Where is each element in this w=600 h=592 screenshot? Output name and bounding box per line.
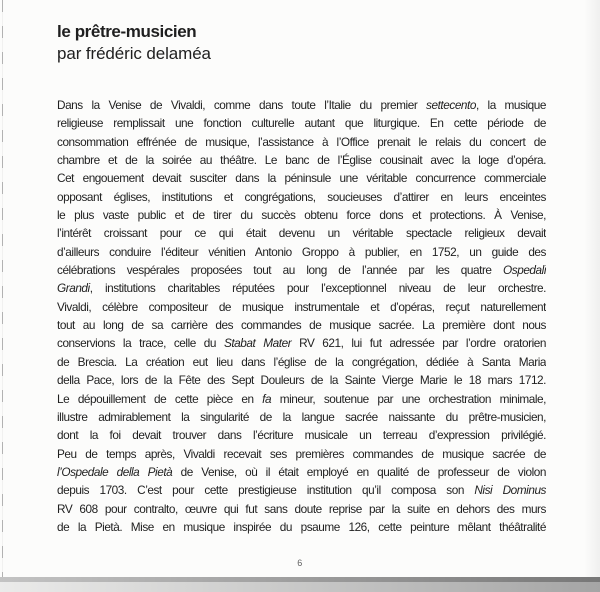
text-line: Le dépouillement de cette pièce en fa mineur, soutenue par une orchestration minimale, xyxy=(57,391,546,406)
text-line: tout au long de sa carrière des commandes de musique sacrée. La première dont nous xyxy=(57,318,546,333)
text-line: Peu de temps après, Vivaldi recevait ses premières commandes de musique sacrée de xyxy=(57,446,546,461)
text-line: depuis 1703. C’est pour cette prestigieuse institution qu’il composa son Nisi Dominus xyxy=(57,483,546,498)
text-line: dont la foi devait trouver dans l’écriture musicale un terreau d’expression privilégié. xyxy=(57,428,546,443)
text-line: Grandi, institutions charitables réputées pour l’exceptionnel niveau de leur orchestre. xyxy=(57,281,546,296)
text-line: l’intérêt croissant pour ce qui était devenu un véritable spectacle religieux devait xyxy=(57,226,546,241)
page-subtitle: par frédéric delaméa xyxy=(57,44,211,63)
text-line: religieuse remplissait une fonction culturelle autant que liturgique. En cette période de xyxy=(57,116,546,131)
text-line: le plus vaste public et de tirer du succès obtenu force dons et protections. À Venise, xyxy=(57,208,546,223)
text-line: illustre admirablement la singularité de la langue sacrée naissante du prêtre-musicien, xyxy=(57,409,546,424)
page-number: 6 xyxy=(297,558,303,568)
text-line: de Brescia. La création eut lieu dans l’église de la congrégation, dédiée à Santa Maria xyxy=(57,354,546,369)
text-line: Vivaldi, célèbre compositeur de musique instrumentale et d’opéras, reçut naturellement xyxy=(57,299,546,314)
scan-shade-right xyxy=(584,0,600,578)
text-line: d’ailleurs conduire l’éditeur vénitien Antonio Groppo à publier, en 1752, un guide des xyxy=(57,244,546,259)
text-line: célébrations vespérales proposées tout au long de l’année par les quatre Ospedali xyxy=(57,263,546,278)
scan-edge-bottom-strip xyxy=(0,582,600,592)
scan-edge-left xyxy=(2,0,3,578)
text-line: Cet engouement devait susciter dans la péninsule une véritable concurrence commerciale xyxy=(57,171,546,186)
text-line: della Pace, lors de la Fête des Sept Douleurs de la Sainte Vierge Marie le 18 mars 1712. xyxy=(57,373,546,388)
text-line: Dans la Venise de Vivaldi, comme dans toute l’Italie du premier settecento, la musique xyxy=(57,98,546,112)
text-line: consommation effrénée de musique, l’assistance à l’Office prenait le relais du concert de xyxy=(57,134,546,149)
text-line: opposant églises, institutions et congrégations, soucieuses d’attirer en leurs enceintes xyxy=(57,189,546,204)
page-title: le prêtre-musicien xyxy=(57,22,197,41)
article-header xyxy=(57,21,211,65)
text-line: chambre et de la soirée au théâtre. Le banc de l’Église cousinait avec la loge d’opéra. xyxy=(57,153,546,168)
text-line: de la Pietà. Mise en musique inspirée du psaume 126, cette peinture mêlant théâtralité xyxy=(57,519,546,534)
text-line: conservions la trace, celle du Stabat Mater RV 621, lui fut adressée par l’ordre oratorien xyxy=(57,336,546,351)
text-line: RV 608 pour contralto, œuvre qui fut sans doute reprise par la suite en dehors des murs xyxy=(57,501,546,516)
article-body xyxy=(57,96,546,536)
text-line: l’Ospedale della Pietà de Venise, où il était employé en qualité de professeur de violon xyxy=(57,464,546,479)
